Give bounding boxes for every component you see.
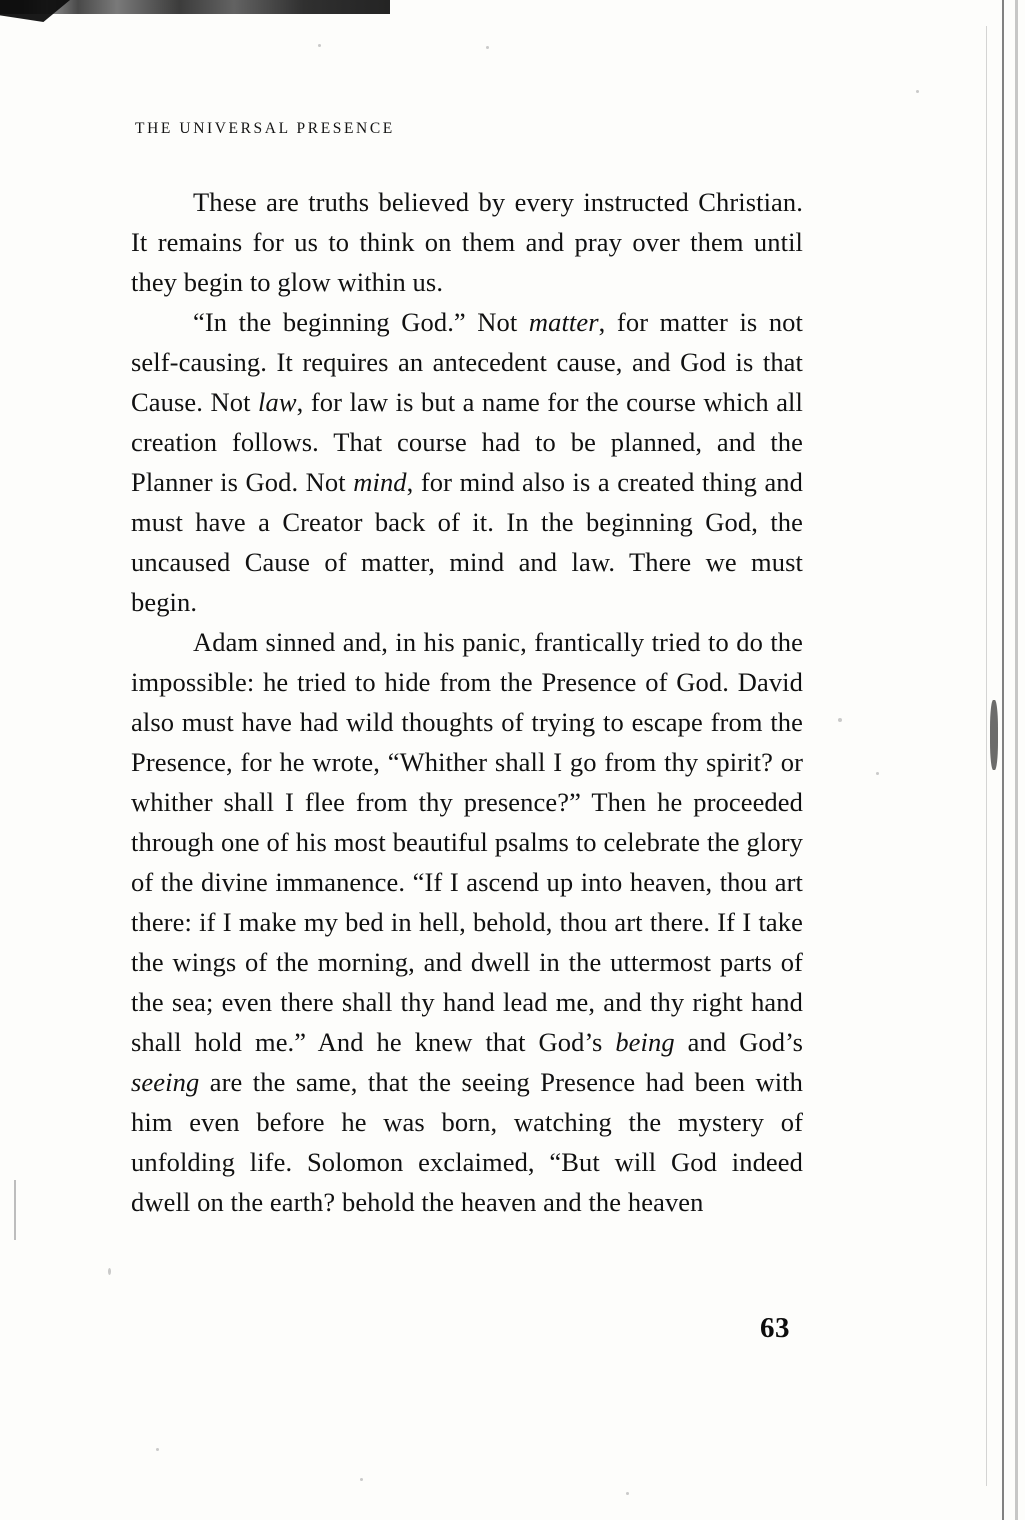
scan-speck xyxy=(626,1492,629,1495)
emphasis-text: being xyxy=(615,1027,675,1057)
paragraph: “In the beginning God.” Not matter, for matter is not self-causing. It requires an antecedent cause, and God is that Cause. Not law, for law is but a name for the course which all creation follows. That course had to be planned, and the Planner is God. Not mind, for mind also is a created thing and must have a Creator back of it. In the beginning God, the uncaused Cause of matter, mind and law. There we must begin. xyxy=(131,307,804,617)
body-text-block xyxy=(131,182,803,1222)
emphasis-text: matter xyxy=(528,307,599,337)
page-edge-line xyxy=(1002,0,1004,1520)
page-content xyxy=(131,120,803,1222)
paragraph: Adam sinned and, in his panic, frantically tried to do the impossible: he tried to hide from the Presence of God. David also must have had wild thoughts of trying to escape from the Presence, for he wrote, “Whither shall I go from thy spirit? or whither shall I flee from thy presence?” Then he proceeded through one of his most beautiful psalms to celebrate the glory of the divine immanence. “If I ascend up into heaven, thou art there: if I make my bed in hell, behold, thou art there. If I take the wings of the morning, and dwell in the uttermost parts of the sea; even there shall thy hand lead me, and thy right hand shall hold me.” And he knew that God’s being and God’s seeing are the same, that the seeing Presence had been with him even before he was born, watching the mystery of unfolding life. Solomon exclaimed, “But will God indeed dwell on the earth? behold the heaven and the heaven xyxy=(131,627,803,1217)
scan-speck xyxy=(876,772,879,775)
scan-speck xyxy=(838,718,842,722)
running-head: THE UNIVERSAL PRESENCE xyxy=(135,120,395,137)
left-margin-tick xyxy=(14,1180,16,1240)
emphasis-text: mind xyxy=(353,467,407,497)
scan-speck xyxy=(156,1448,159,1451)
scan-smudge xyxy=(990,700,998,770)
scan-speck xyxy=(108,1268,111,1275)
scan-speck xyxy=(360,1478,363,1481)
page-number: 63 xyxy=(760,1312,790,1344)
emphasis-text: law xyxy=(258,387,297,417)
paragraph: These are truths believed by every instructed Christian. It remains for us to think on them and pray over them until they begin to glow within us. xyxy=(131,187,803,297)
scan-speck xyxy=(486,46,489,49)
scan-speck xyxy=(916,90,919,93)
scan-speck xyxy=(318,44,321,47)
emphasis-text: seeing xyxy=(131,1067,200,1097)
page-margin-rule xyxy=(986,26,987,1486)
page-edge-line-outer xyxy=(1015,0,1018,1520)
